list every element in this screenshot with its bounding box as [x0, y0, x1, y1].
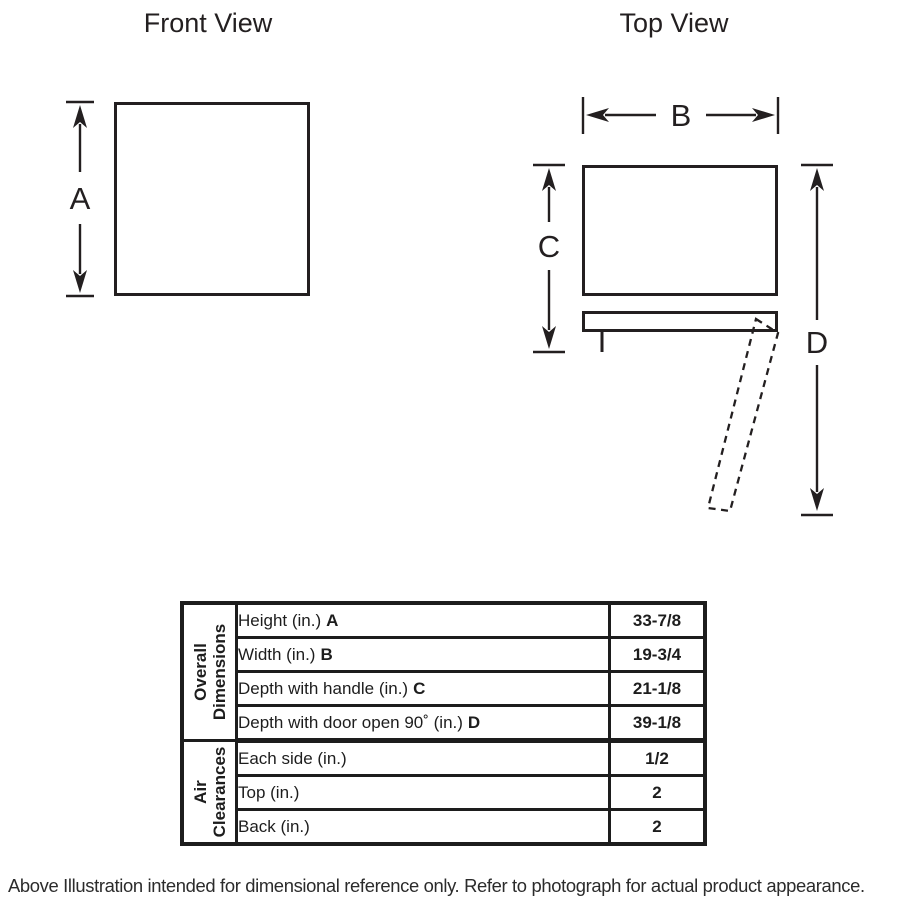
section-header-line1: Overall	[190, 643, 210, 701]
row-value: 33-7/8	[610, 603, 706, 638]
row-label: Depth with handle (in.)	[238, 678, 409, 698]
row-label: Depth with door open 90˚ (in.)	[238, 712, 463, 732]
row-value: 2	[610, 776, 706, 810]
row-label: Each side (in.)	[238, 748, 347, 768]
door-closed-outline	[584, 313, 777, 331]
dim-d-label: D	[805, 325, 829, 360]
section-header-air-clearances	[182, 741, 237, 845]
row-value: 21-1/8	[610, 672, 706, 706]
dim-c	[533, 165, 565, 352]
dim-b-label: B	[670, 98, 692, 133]
front-view-outline	[116, 104, 309, 295]
top-view-outline	[584, 167, 777, 295]
row-label-cell	[237, 741, 610, 776]
row-label: Height (in.)	[238, 610, 322, 630]
row-value: 19-3/4	[610, 638, 706, 672]
row-label-cell	[237, 706, 610, 741]
row-label-cell	[237, 810, 610, 845]
row-value: 2	[610, 810, 706, 845]
table-row	[182, 672, 705, 706]
front-view-title: Front View	[143, 8, 273, 38]
top-view-drawing	[533, 97, 833, 515]
row-value: 1/2	[610, 741, 706, 776]
row-dim-letter: C	[413, 678, 426, 698]
section-header-text	[190, 624, 228, 720]
row-label-cell	[237, 672, 610, 706]
dim-a	[66, 102, 94, 296]
row-dim-letter: B	[320, 644, 333, 664]
table-row	[182, 776, 705, 810]
table-row	[182, 741, 705, 776]
row-label-cell	[237, 638, 610, 672]
section-header-line1: Air	[190, 780, 210, 804]
dim-a-label: A	[69, 181, 91, 216]
dim-c-label: C	[537, 229, 561, 264]
section-header-line2: Clearances	[209, 746, 229, 838]
row-value: 39-1/8	[610, 706, 706, 741]
row-label: Back (in.)	[238, 816, 310, 836]
door-open-dashed-outline	[708, 319, 778, 511]
footnote-text: Above Illustration intended for dimensional reference only. Refer to photograph for actual product appearance.	[8, 875, 865, 896]
front-view-drawing	[66, 102, 309, 296]
row-label: Top (in.)	[238, 782, 300, 802]
section-header-text	[190, 747, 228, 838]
row-label-cell	[237, 603, 610, 638]
table-row	[182, 603, 705, 638]
row-label-cell	[237, 776, 610, 810]
table-row	[182, 638, 705, 672]
table-row	[182, 706, 705, 741]
table-row	[182, 810, 705, 845]
section-header-line2: Dimensions	[209, 623, 229, 721]
row-dim-letter: D	[467, 712, 481, 732]
dim-d	[801, 165, 833, 515]
dimensions-table	[180, 601, 707, 846]
section-header-overall-dimensions	[182, 603, 237, 741]
top-view-title: Top View	[619, 8, 729, 38]
dim-b	[583, 97, 778, 134]
row-dim-letter: A	[326, 610, 339, 630]
row-label: Width (in.)	[238, 644, 316, 664]
